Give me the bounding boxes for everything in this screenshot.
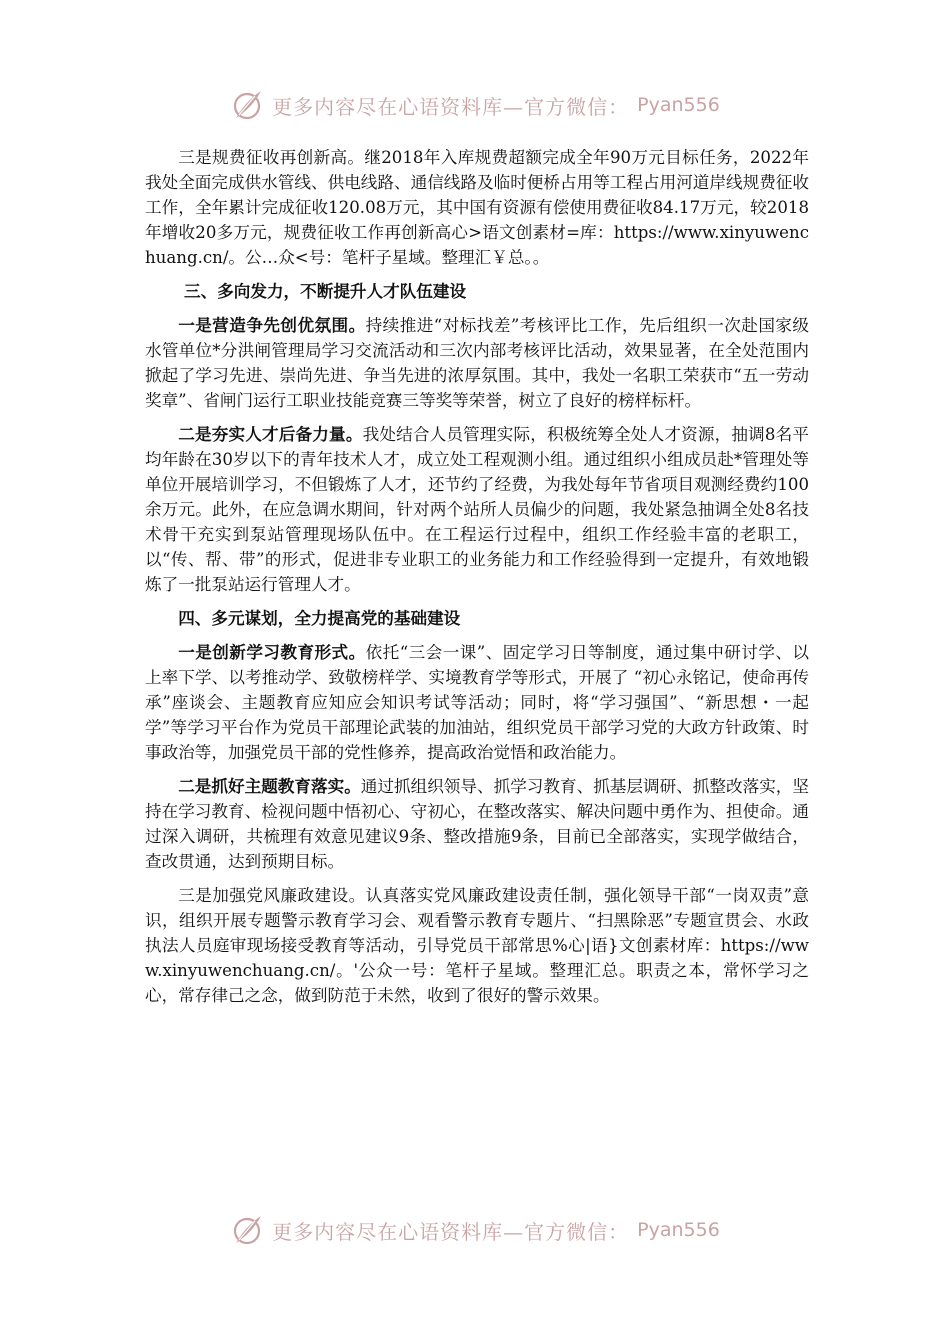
paragraph-talent-reserve <box>145 422 809 597</box>
section-heading-talent: 三、多向发力，不断提升人才队伍建设 <box>184 281 467 301</box>
document-body <box>145 145 809 1017</box>
paragraph-lead: 一是创新学习教育形式。 <box>178 642 366 662</box>
paragraph-text: 我处结合人员管理实际，积极统筹全处人才资源，抽调8名平均年龄在30岁以下的青年技术人才，成立处工程观测小组。通过组织小组成员赴*管理处等单位开展培训学习，不但锻炼了人才，还节约了经费，为我处每年节省项目观测经费约100余万元。此外，在应急调水期间，针对两个站所人员偏少的问题，我处紧急抽调全处8名技术骨干充实到泵站管理现场队伍中。在工程运行过程中，组织工作经验丰富的老职工，以“传、帮、带”的形式，促进非专业职工的业务能力和工作经验得到一定提升，有效地锻炼了一批泵站运行管理人才。 <box>145 425 810 594</box>
paragraph-lead: 二是抓好主题教育落实。 <box>178 776 361 796</box>
paragraph-lead: 二是夯实人才后备力量。 <box>178 424 363 444</box>
paragraph-text: 通过抓组织领导、抓学习教育、抓基层调研、抓整改落实，坚持在学习教育、检视问题中悟初心、守初心，在整改落实、解决问题中勇作为、担使命。通过深入调研，共梳理有效意见建议9条、整改措施9条，目前已全部落实，实现学做结合，查改贯通，达到预期目标。 <box>145 777 810 871</box>
header-watermark-banner <box>0 85 950 125</box>
banner-text: 更多内容尽在心语资料库—官方微信： <box>272 1219 630 1244</box>
paragraph-integrity-building: 三是加强党风廉政建设。认真落实党风廉政建设责任制，强化领导干部“一岗双责”意识，组织开展专题警示教育学习会、观看警示教育专题片、“扫黑除恶”专题宣贯会、水政执法人员庭审现场接受教育等活动，引导党员干部常思%心|语}文创素材库：https://www.xinyuwenchuang.cn/。'公众一号：笔杆子星域。整理汇总。职责之本，常怀学习之心，常存律己之念，做到防范于未然，收到了很好的警示效果。 <box>145 886 809 1005</box>
banner-wechat-id: Pyan556 <box>637 1219 720 1241</box>
paragraph-competition-atmosphere <box>145 313 809 413</box>
paragraph-text: 依托“三会一课”、固定学习日等制度，通过集中研讨学、以上率下学、以考推动学、致敬榜样学、实境教育学等形式，开展了 “初心永铭记，使命再传承”座谈会、主题教育应知应会知识考试等活动；同时，将“学习强国”、“新思想・一起学”等学习平台作为党员干部理论武装的加油站，组织党员干部学习党的大政方针政策、时事政治等，加强党员干部的党性修养，提高政治觉悟和政治能力。 <box>145 643 810 762</box>
paragraph-learning-education <box>145 640 809 765</box>
footer-watermark-banner <box>0 1210 950 1250</box>
quill-logo-icon <box>230 1213 264 1247</box>
paragraph-text: 持续推进“对标找差”考核评比工作，先后组织一次赴国家级水管单位*分洪闸管理局学习交流活动和三次内部考核评比活动，效果显著，在全处范围内掀起了学习先进、崇尚先进、争当先进的浓厚氛围。其中，我处一名职工荣获市“五一劳动奖章”、省闸门运行工职业技能竞赛三等奖等荣誉，树立了良好的榜样标杆。 <box>145 316 810 410</box>
banner-wechat-id: Pyan556 <box>637 94 720 116</box>
paragraph-fee-collection: 三是规费征收再创新高。继2018年入库规费超额完成全年90万元目标任务，2022年我处全面完成供水管线、供电线路、通信线路及临时便桥占用等工程占用河道岸线规费征收工作，全年累计完成征收120.08万元，其中国有资源有偿使用费征收84.17万元，较2018年增收20多万元，规费征收工作再创新高心>语文创素材=库：https://www.xinyuwenchuang.cn/。公…众<号：笔杆子星域。整理汇￥总。。 <box>145 148 809 267</box>
paragraph-theme-education <box>145 774 809 874</box>
section-heading-party-building: 四、多元谋划，全力提高党的基础建设 <box>178 608 461 628</box>
paragraph-lead: 一是营造争先创优氛围。 <box>178 315 366 335</box>
banner-text: 更多内容尽在心语资料库—官方微信： <box>272 94 630 119</box>
quill-logo-icon <box>230 88 264 122</box>
